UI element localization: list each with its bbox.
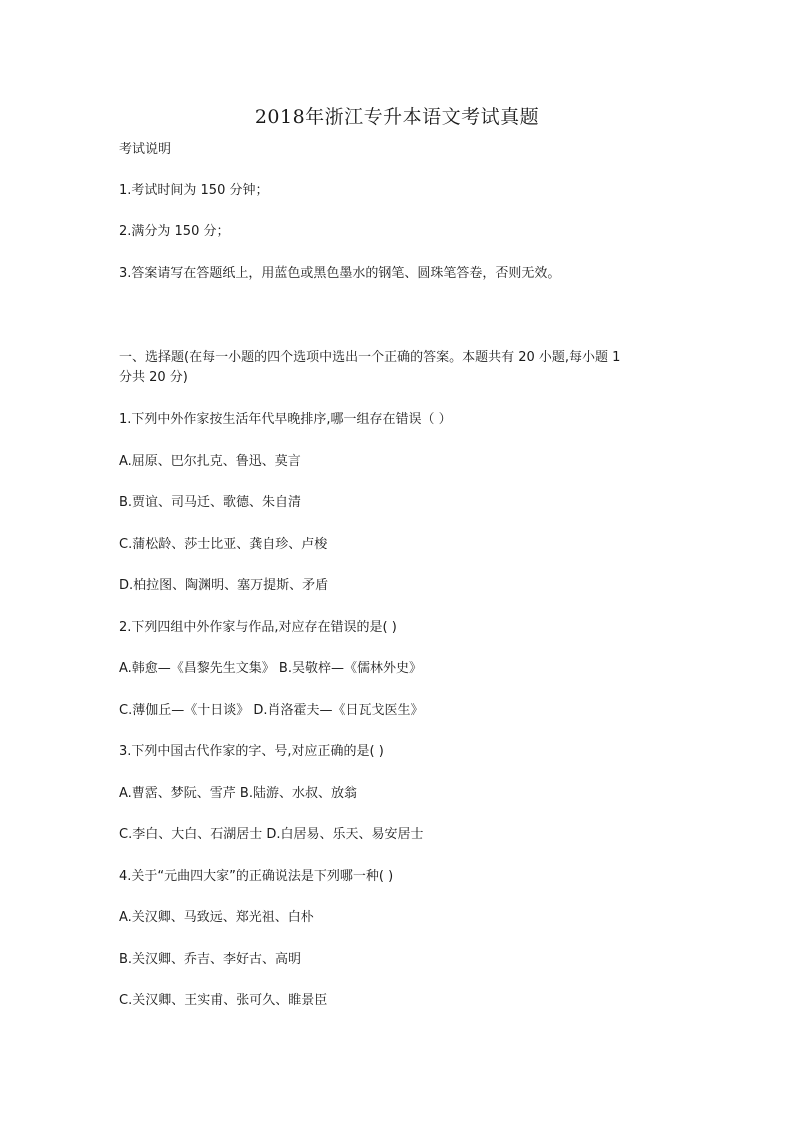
question-4-option-b: B.关汉卿、乔吉、李好古、高明 (119, 952, 302, 967)
section-heading-line-2: 分共 20 分) (119, 370, 188, 385)
instruction-item-3: 3.答案请写在答题纸上，用蓝色或黑色墨水的钢笔、圆珠笔答卷，否则无效。 (119, 266, 561, 281)
question-1-option-d: D.柏拉图、陶渊明、塞万提斯、矛盾 (119, 578, 329, 593)
question-2-options-cd: C.薄伽丘—《十日谈》 D.肖洛霍夫—《日瓦戈医生》 (119, 703, 424, 718)
question-2-stem: 2.下列四组中外作家与作品,对应存在错误的是( ) (119, 620, 397, 635)
question-4-option-a: A.关汉卿、马致远、郑光祖、白朴 (119, 910, 314, 925)
instructions-heading: 考试说明 (119, 142, 172, 157)
document-title: 2018年浙江专升本语文考试真题 (254, 106, 540, 128)
question-1-option-c: C.蒲松龄、莎士比亚、龚自珍、卢梭 (119, 537, 328, 552)
section-heading-line-1: 一、选择题(在每一小题的四个选项中选出一个正确的答案。本题共有 20 小题,每小题 1 (119, 350, 621, 365)
question-2-options-ab: A.韩愈—《昌黎先生文集》 B.吴敬梓—《儒林外史》 (119, 661, 422, 676)
instruction-item-1: 1.考试时间为 150 分钟； (119, 183, 269, 198)
question-4-stem: 4.关于“元曲四大家”的正确说法是下列哪一种( ) (119, 869, 394, 884)
question-3-options-cd: C.李白、大白、石湖居士 D.白居易、乐天、易安居士 (119, 827, 424, 842)
question-1-stem: 1.下列中外作家按生活年代早晚排序,哪一组存在错误（ ） (119, 412, 452, 427)
question-1-option-b: B.贾谊、司马迁、歌德、朱自清 (119, 495, 302, 510)
question-1-option-a: A.屈原、巴尔扎克、鲁迅、莫言 (119, 454, 301, 469)
question-3-options-ab: A.曹霑、梦阮、雪芹 B.陆游、水叔、放翁 (119, 786, 357, 801)
instruction-item-2: 2.满分为 150 分； (119, 224, 230, 239)
question-3-stem: 3.下列中国古代作家的字、号,对应正确的是( ) (119, 744, 384, 759)
question-4-option-c: C.关汉卿、王实甫、张可久、睢景臣 (119, 993, 328, 1008)
